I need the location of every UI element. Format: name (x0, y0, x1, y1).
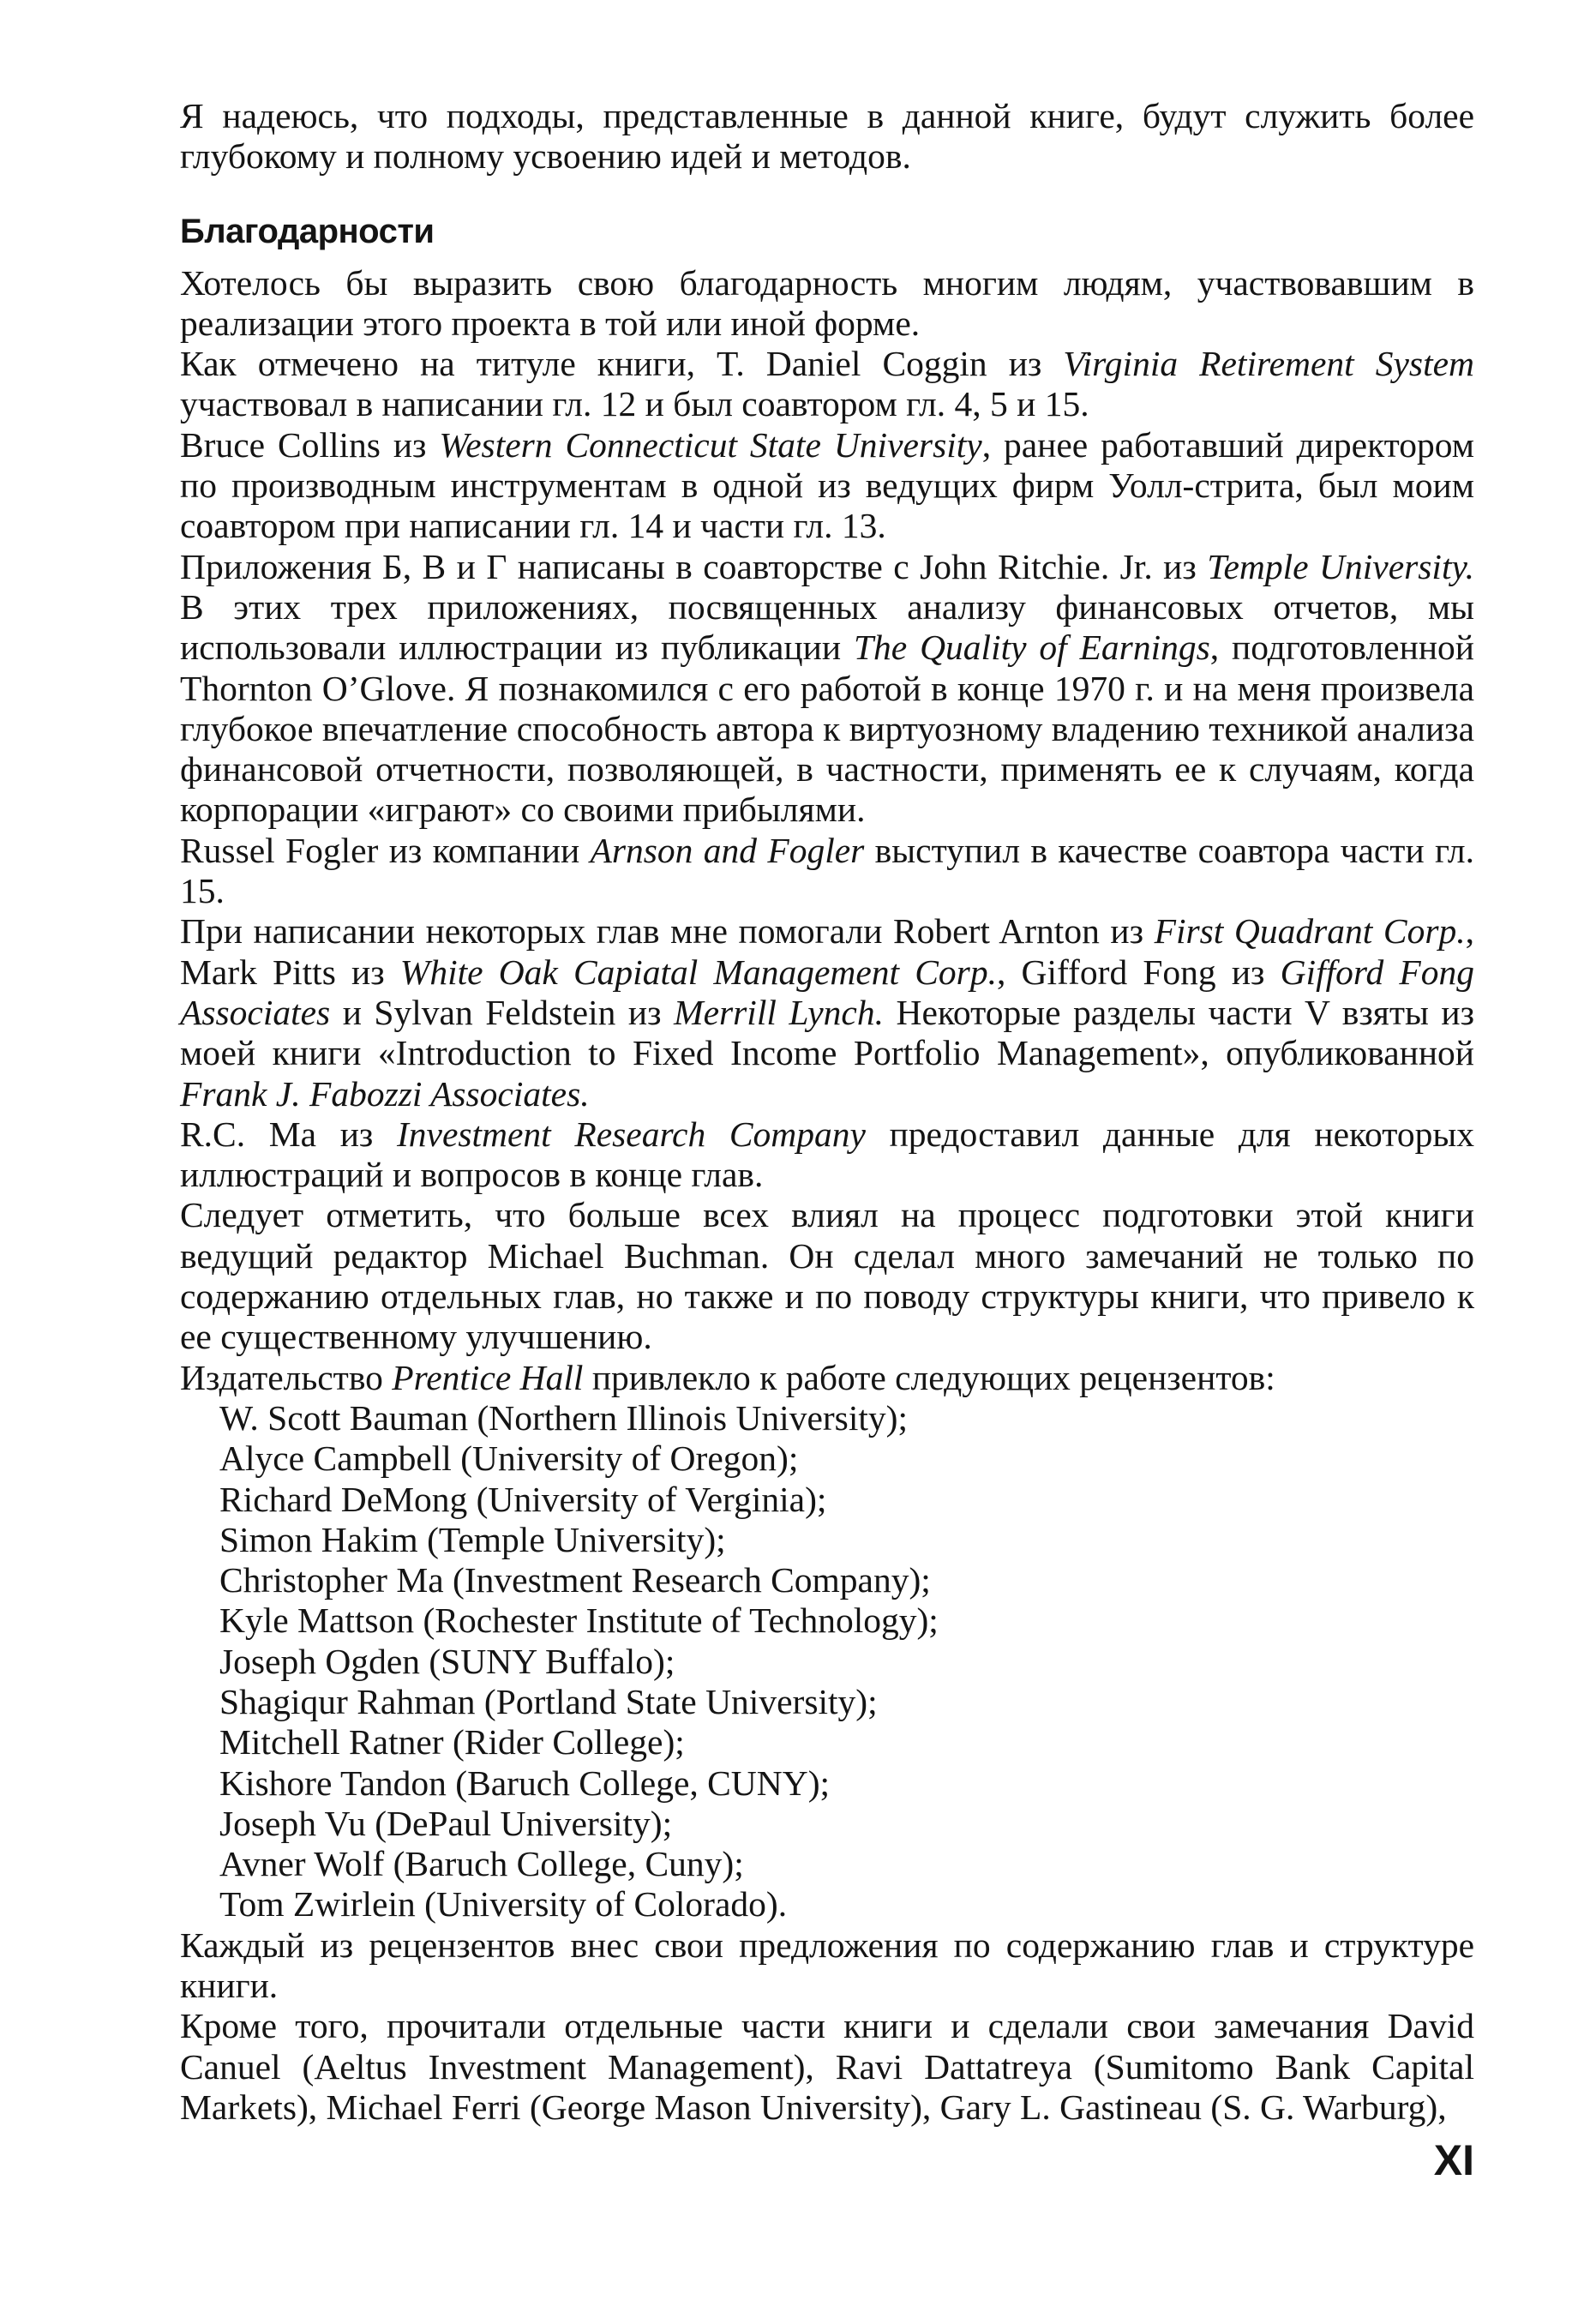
list-item: Mitchell Ratner (Rider College); (219, 1722, 685, 1763)
paragraph: R.C. Ма из Investment Research Company предоставил данные для некоторых иллюстраций и вопросов в конце глав. (180, 1114, 1474, 1195)
list-item: W. Scott Bauman (Northern Illinois University); (219, 1397, 908, 1438)
list-item: Joseph Vu (DePaul University); (219, 1803, 673, 1843)
section-heading: Благодарности (180, 212, 435, 250)
paragraph: Russel Fogler из компании Arnson and Fogler выступил в качестве соавтора части гл. 15. (180, 830, 1474, 911)
list-item: Christopher Ma (Investment Research Company); (219, 1560, 931, 1600)
list-item: Shagiqur Rahman (Portland State University); (219, 1681, 878, 1721)
paragraph: Bruce Collins из Western Connecticut State University, ранее работавший директором по производным инструментам в одной из ведущих фирм Уолл-стрита, был моим соавтором при написании гл. 14 и части гл. 13. (180, 424, 1474, 546)
list-item: Joseph Ogden (SUNY Buffalo); (219, 1641, 675, 1681)
paragraph: Каждый из рецензентов внес свои предложения по содержанию глав и структуре книги. (180, 1925, 1474, 2006)
paragraph: При написании некоторых глав мне помогали Robert Arnton из First Quadrant Corp., Mark Pitts из White Oak Capiatal Management Corp., Gifford Fong из Gifford Fong Associates и Sylvan Feldstein из Merrill Lynch. Некоторые разделы части V взяты из моей книги «Introduction to Fixed Income Portfolio Management», опубликованной Frank J. Fabozzi Associates. (180, 911, 1474, 1114)
list-item: Kishore Tandon (Baruch College, CUNY); (219, 1763, 831, 1803)
list-item: Kyle Mattson (Rochester Institute of Technology); (219, 1600, 939, 1641)
intro-paragraph: Я надеюсь, что подходы, представленные в данной книге, будут служить более глубокому и полному усвоению идей и методов. (180, 96, 1474, 177)
paragraph: Кроме того, прочитали отдельные части книги и сделали свои замечания David Canuel (Aeltus Investment Management), Ravi Dattatreya (Sumitomo Bank Capital Markets), Michael Ferri (George Mason University), Gary L. Gastineau (S. G. Warburg), (180, 2006, 1474, 2127)
list-item: Richard DeMong (University of Verginia); (219, 1479, 827, 1519)
list-item: Avner Wolf (Baruch College, Cuny); (219, 1844, 744, 1884)
paragraph: Как отмечено на титуле книги, T. Daniel Coggin из Virginia Retirement System участвовал в написании гл. 12 и был соавтором гл. 4, 5 и 15. (180, 344, 1474, 424)
page-number: XI (1433, 2136, 1474, 2184)
paragraph: Хотелось бы выразить свою благодарность многим людям, участвовавшим в реализации этого проекта в той или иной форме. (180, 262, 1474, 343)
paragraph: Приложения Б, В и Г написаны в соавторстве с John Ritchie. Jr. из Temple University. В этих трех приложениях, посвященных анализу финансовых отчетов, мы использовали иллюстрации из публикации The Quality of Earnings, подготовленной Thornton O’Glove. Я познакомился с его работой в конце 1970 г. и на меня произвела глубокое впечатление способность автора к виртуозному владению техникой анализа финансовой отчетности, позволяющей, в частности, применять ее к случаям, когда корпорации «играют» со своими прибылями. (180, 546, 1474, 830)
list-item: Simon Hakim (Temple University); (219, 1519, 726, 1559)
page-body (180, 96, 1474, 2128)
paragraph: Следует отметить, что больше всех влиял на процесс подготовки этой книги ведущий редактор Michael Buchman. Он сделал много замечаний не только по содержанию отдельных глав, но также и по поводу структуры книги, что привело к ее существенному улучшению. (180, 1195, 1474, 1357)
list-item: Alyce Campbell (University of Oregon); (219, 1438, 799, 1479)
list-item: Tom Zwirlein (University of Colorado). (219, 1884, 788, 1925)
reviewer-list (180, 1398, 1474, 1925)
paragraph: Издательство Prentice Hall привлекло к работе следующих рецензентов: (180, 1357, 1275, 1397)
